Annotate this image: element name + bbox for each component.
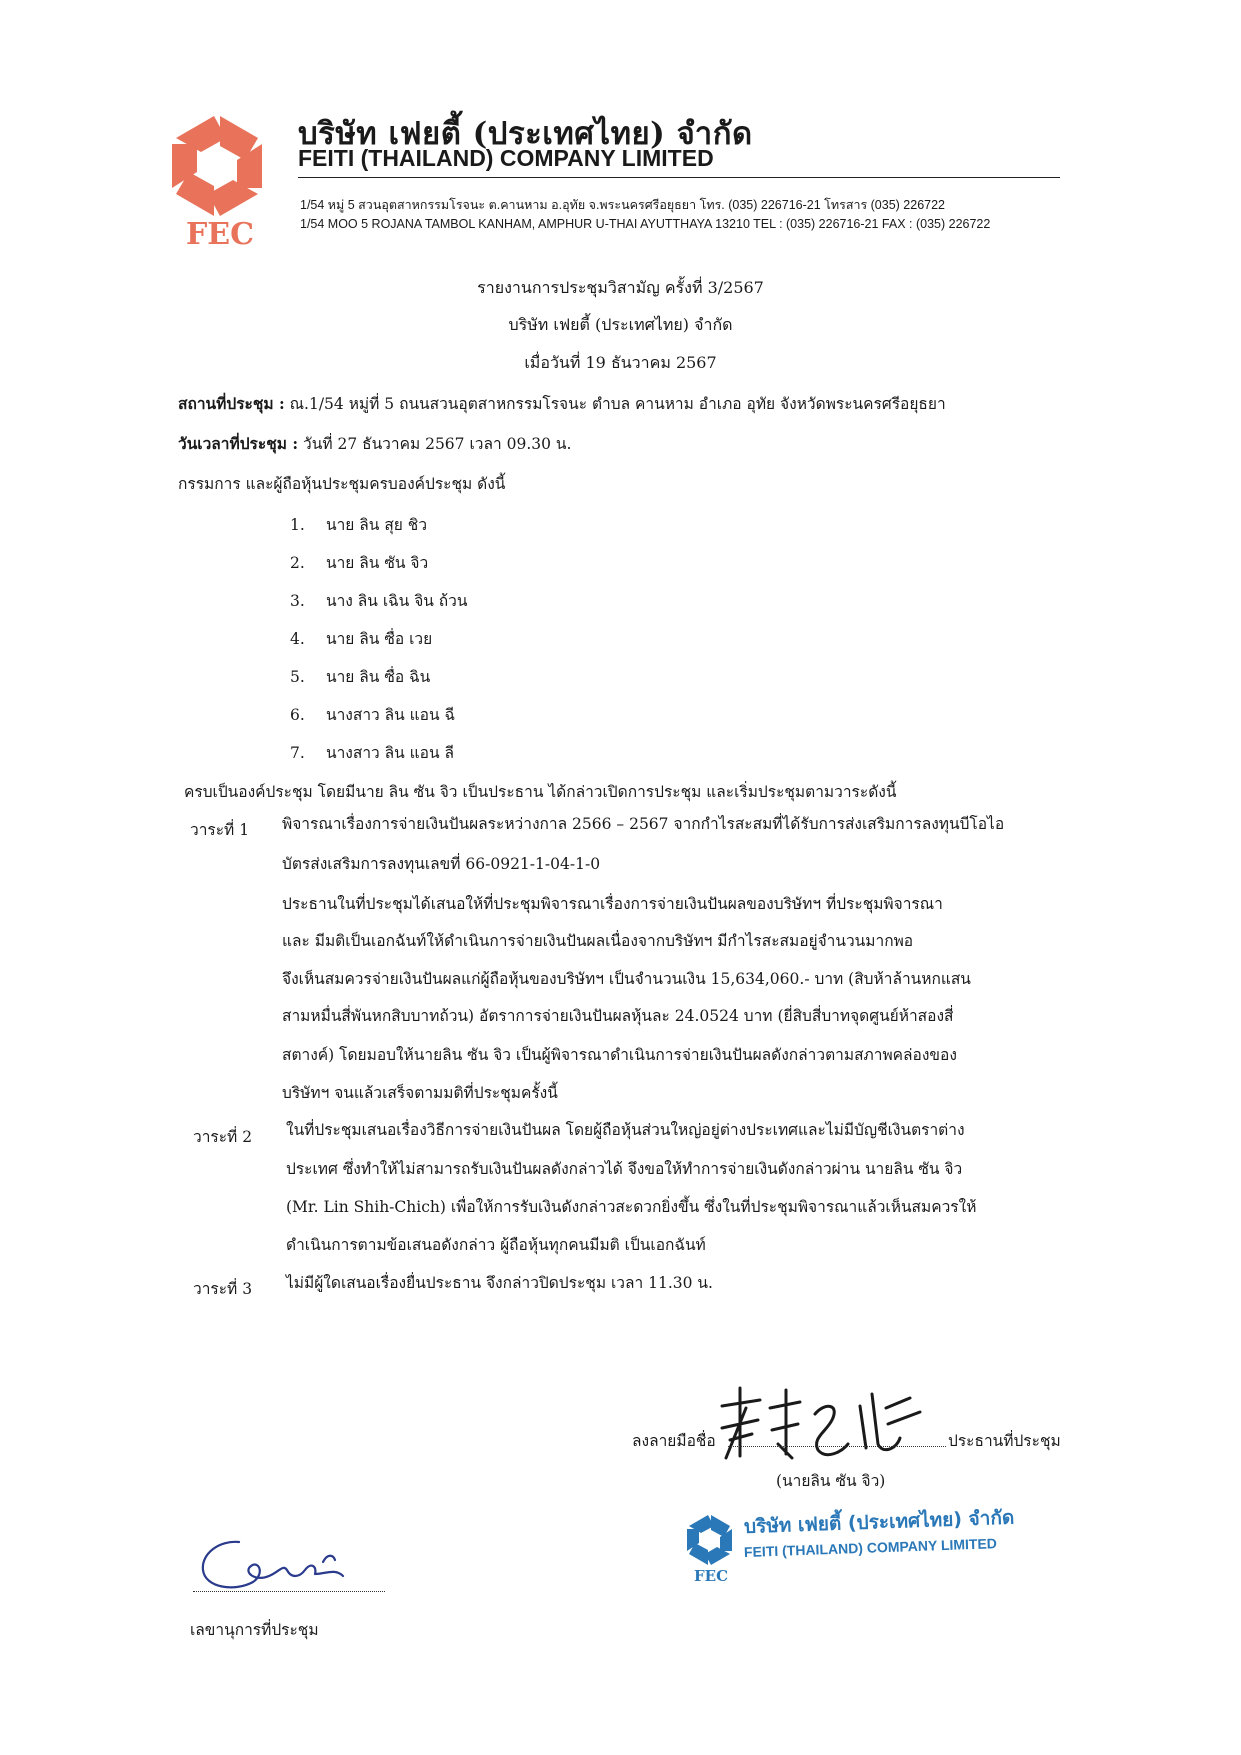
attendee-name: นาย ลิน ซื่อ ฉิน bbox=[326, 668, 431, 686]
agenda-1-line: บริษัทฯ จนแล้วเสร็จตามมติที่ประชุมครั้งนี้ bbox=[282, 1084, 558, 1102]
svg-text:FEC: FEC bbox=[693, 1567, 729, 1583]
agenda-3-label: วาระที่ 3 bbox=[193, 1280, 253, 1298]
meeting-place bbox=[178, 391, 946, 416]
meeting-datetime-value: วันที่ 27 ธันวาคม 2567 เวลา 09.30 น. bbox=[303, 435, 572, 453]
meeting-datetime bbox=[178, 431, 571, 456]
attendee-name: นางสาว ลิน แอน ลี bbox=[326, 744, 455, 762]
agenda-3-line: ไม่มีผู้ใดเสนอเรื่องยื่นประธาน จึงกล่าวปิดประชุม เวลา 11.30 น. bbox=[286, 1274, 713, 1292]
attendee-item: 3. นาง ลิน เฉิน จิน ถ้วน bbox=[290, 592, 468, 610]
agenda-1-line: สามหมื่นสี่พันหกสิบบาทถ้วน) อัตราการจ่ายเงินปันผลหุ้นละ 24.0524 บาท (ยี่สิบสี่บาทจุดศูนย์ห้าสองสี่ bbox=[282, 1007, 954, 1025]
agenda-2-line: ดำเนินการตามข้อเสนอดังกล่าว ผู้ถือหุ้นทุกคนมีมติ เป็นเอกฉันท์ bbox=[286, 1236, 706, 1254]
company-name-thai: บริษัท เฟยตี้ (ประเทศไทย) จำกัด bbox=[298, 116, 753, 152]
meeting-place-label: สถานที่ประชุม : bbox=[178, 394, 285, 413]
opening-statement: ครบเป็นองค์ประชุม โดยมีนาย ลิน ซัน จิว เป็นประธาน ได้กล่าวเปิดการประชุม และเริ่มประชุมตามวาระดังนี้ bbox=[184, 783, 897, 801]
stamp-company-english: FEITI (THAILAND) COMPANY LIMITED bbox=[743, 1535, 998, 1560]
agenda-1-line: พิจารณาเรื่องการจ่ายเงินปันผลระหว่างกาล 2566 – 2567 จากกำไรสะสมที่ได้รับการส่งเสริมการลงทุนบีโอไอ bbox=[282, 815, 1005, 833]
secretary-label: เลขานุการที่ประชุม bbox=[190, 1621, 319, 1639]
chairman-signature bbox=[700, 1378, 950, 1468]
attendee-item: 6. นางสาว ลิน แอน ฉี bbox=[290, 706, 456, 724]
quorum-intro: กรรมการ และผู้ถือหุ้นประชุมครบองค์ประชุม ดังนี้ bbox=[178, 475, 506, 493]
agenda-1-line: ประธานในที่ประชุมได้เสนอให้ที่ประชุมพิจารณาเรื่องการจ่ายเงินปันผลของบริษัทฯ ที่ประชุมพิจารณา bbox=[282, 895, 943, 913]
agenda-2-label: วาระที่ 2 bbox=[193, 1128, 253, 1146]
agenda-1-line: สตางค์) โดยมอบให้นายลิน ซัน จิว เป็นผู้พิจารณาดำเนินการจ่ายเงินปันผลดังกล่าวตามสภาพคล่องของ bbox=[282, 1046, 957, 1064]
company-logo bbox=[165, 112, 275, 252]
secretary-signature-line bbox=[193, 1591, 385, 1592]
address-thai: 1/54 หมู่ 5 สวนอุตสาหกรรมโรจนะ ต.คานหาม อ.อุทัย จ.พระนครศรีอยุธยา โทร. (035) 226716-21 โทรสาร (035) 226722 bbox=[300, 198, 946, 212]
agenda-2-line: (Mr. Lin Shih-Chich) เพื่อให้การรับเงินดังกล่าวสะดวกยิ่งขึ้น ซึ่งในที่ประชุมพิจารณาแล้วเห็นสมควรให้ bbox=[286, 1198, 977, 1216]
company-name-english: FEITI (THAILAND) COMPANY LIMITED bbox=[298, 145, 714, 171]
attendee-item: 7. นางสาว ลิน แอน ลี bbox=[290, 744, 455, 762]
stamp-company-thai: บริษัท เฟยตี้ (ประเทศไทย) จำกัด bbox=[743, 1506, 1015, 1538]
meeting-datetime-label: วันเวลาที่ประชุม : bbox=[178, 434, 299, 453]
chairman-signature-prefix: ลงลายมือชื่อ bbox=[632, 1432, 716, 1450]
agenda-2-line: ประเทศ ซึ่งทำให้ไม่สามารถรับเงินปันผลดังกล่าวได้ จึงขอให้ทำการจ่ายเงินดังกล่าวผ่าน นายลิน ซัน จิว bbox=[286, 1160, 963, 1178]
meeting-place-value: ณ.1/54 หมู่ที่ 5 ถนนสวนอุตสาหกรรมโรจนะ ตำบล คานหาม อำเภอ อุทัย จังหวัดพระนครศรีอยุธยา bbox=[289, 395, 946, 413]
attendee-name: นางสาว ลิน แอน ฉี bbox=[326, 706, 456, 724]
attendee-item: 5. นาย ลิน ซื่อ ฉิน bbox=[290, 668, 431, 686]
report-title: รายงานการประชุมวิสามัญ ครั้งที่ 3/2567 bbox=[477, 278, 764, 297]
report-company: บริษัท เฟยตี้ (ประเทศไทย) จำกัด bbox=[508, 315, 733, 334]
letterhead-divider bbox=[298, 177, 1060, 178]
attendee-name: นาย ลิน ซื่อ เวย bbox=[326, 630, 433, 648]
agenda-1-line: และ มีมติเป็นเอกฉันท์ให้ดำเนินการจ่ายเงินปันผลเนื่องจากบริษัทฯ มีกำไรสะสมอยู่จำนวนมากพอ bbox=[282, 932, 914, 950]
address-english: 1/54 MOO 5 ROJANA TAMBOL KANHAM, AMPHUR U-THAI AYUTTHAYA 13210 TEL : (035) 226716-21 FAX : (035) 226722 bbox=[300, 217, 991, 231]
attendee-item: 2. นาย ลิน ซัน จิว bbox=[290, 554, 429, 572]
agenda-2-line: ในที่ประชุมเสนอเรื่องวิธีการจ่ายเงินปันผล โดยผู้ถือหุ้นส่วนใหญ่อยู่ต่างประเทศและไม่มีบัญชีเงินตราต่าง bbox=[286, 1121, 965, 1139]
company-stamp-logo bbox=[683, 1513, 739, 1583]
secretary-signature bbox=[195, 1530, 365, 1600]
attendee-name: นาง ลิน เฉิน จิน ถ้วน bbox=[326, 592, 468, 610]
attendee-item: 4. นาย ลิน ซื่อ เวย bbox=[290, 630, 433, 648]
svg-text:FEC: FEC bbox=[185, 217, 255, 252]
chairman-signature-line bbox=[728, 1446, 946, 1447]
attendee-name: นาย ลิน สุย ชิว bbox=[326, 516, 428, 534]
chairman-signature-suffix: ประธานที่ประชุม bbox=[948, 1432, 1061, 1450]
agenda-1-line: จึงเห็นสมควรจ่ายเงินปันผลแก่ผู้ถือหุ้นของบริษัทฯ เป็นจำนวนเงิน 15,634,060.- บาท (สิบห้าล้านหกแสน bbox=[282, 970, 971, 988]
attendee-item: 1. นาย ลิน สุย ชิว bbox=[290, 516, 428, 534]
attendee-name: นาย ลิน ซัน จิว bbox=[326, 554, 429, 572]
agenda-1-line: บัตรส่งเสริมการลงทุนเลขที่ 66-0921-1-04-1-0 bbox=[282, 855, 601, 873]
agenda-1-label: วาระที่ 1 bbox=[190, 821, 250, 839]
chairman-name: (นายลิน ซัน จิว) bbox=[776, 1472, 886, 1490]
report-date: เมื่อวันที่ 19 ธันวาคม 2567 bbox=[524, 353, 717, 372]
